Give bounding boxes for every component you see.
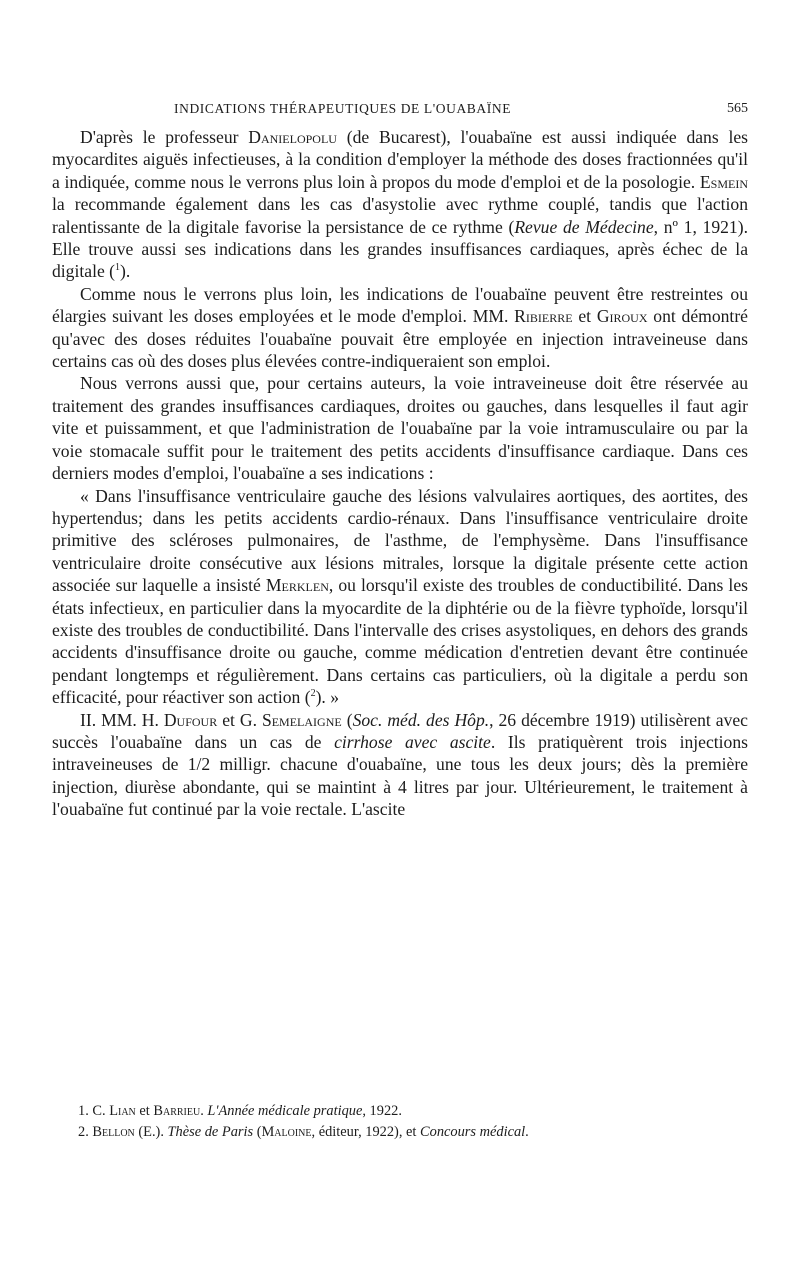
paragraph-doses xyxy=(52,283,748,373)
author-name: Barrieu xyxy=(153,1103,201,1119)
footnote-ref-2: 2 xyxy=(310,688,316,700)
page-number: 565 xyxy=(727,101,748,116)
text-run: et xyxy=(572,306,597,327)
footnote-number: 1. xyxy=(78,1103,89,1119)
author-name: Semelaigne xyxy=(261,709,342,730)
text-run: . xyxy=(200,1103,208,1119)
author-name: Esmein xyxy=(699,171,748,192)
text-run: ( xyxy=(341,709,353,730)
text-run: (E.). xyxy=(134,1124,168,1140)
paragraph-cirrhose xyxy=(52,709,748,821)
text-run: Comme nous le verrons plus loin, les indications de l'ouabaïne peuvent être restreintes ou élargies suivant les doses employées et le mode d'emploi. MM. xyxy=(52,283,748,327)
text-run: , 1922. xyxy=(362,1103,402,1119)
author-name: Merklen xyxy=(265,575,329,596)
paragraph-quotation xyxy=(52,485,748,709)
publication-title: Thèse de Paris xyxy=(167,1124,254,1140)
text-run: et G. xyxy=(217,709,262,730)
text-run: , nº 1, 1921). Elle trouve aussi ses indications dans les grandes insuffisances cardiaques, après échec de la digitale ( xyxy=(52,216,748,282)
book-page xyxy=(52,0,748,1280)
text-run: ). xyxy=(120,261,131,282)
footnotes xyxy=(52,1101,748,1143)
journal-title: Soc. méd. des Hôp. xyxy=(352,709,490,730)
text-run: . Ils pratiquèrent trois injections intraveineuses de 1/2 milligr. chacune d'ouabaïne, une tous les deux jours; dès la première injection, diurèse abondante, qui se maintint à 4 litres par jour. Ultérieurement, le traitement à l'ouabaïne fut continué par la voie rectale. L'ascite xyxy=(52,731,748,820)
text-run: C. xyxy=(88,1103,110,1119)
text-run: (de Bucarest), l'ouabaïne est aussi indiquée dans les myocardites aiguës infectieuses, à la condition d'employer la méthode des doses fractionnées qu'il a indiquée, comme nous le verrons plus loin à propos du mode d'emploi et de la posologie. xyxy=(52,127,748,192)
text-run: , 26 décembre 1919) utilisèrent avec succès l'ouabaïne dans un cas de xyxy=(52,709,748,752)
paragraph-voies: Nous verrons aussi que, pour certains auteurs, la voie intraveineuse doit être réservée au traitement des grandes insuffisances cardiaques, droites ou gauches, dans lesquelles il faut agir vite et puissamment, et que l'administration de l'ouabaïne par la voie intramusculaire ou par la voie stomacale suffit pour le traitement des petits accidents d'insuffisance cardiaque. Dans ces derniers modes d'emploi, l'ouabaïne a ses indications : xyxy=(52,373,748,484)
footnote-ref-1: 1 xyxy=(115,262,121,274)
footnote-1 xyxy=(52,1101,748,1122)
text-run: ont démontré qu'avec des doses réduites l'ouabaïne pouvait être employée en injection intraveineuse dans certains cas où des doses plus élevées contre-indiqueraient son emploi. xyxy=(52,306,748,372)
journal-title: Revue de Médecine xyxy=(514,216,654,237)
author-name: Ribierre xyxy=(514,306,573,327)
author-name: Bellon xyxy=(92,1124,135,1140)
text-run: , ou lorsqu'il existe des troubles de conductibilité. Dans les états infectieux, en particulier dans la myocardite de la diphtérie ou de la fièvre typhoïde, lorsqu'il existe des troubles de conductibilité. Dans l'intervalle des crises asystoliques, en dehors des grands accidents d'insuffisance droite ou gauche, comme médication d'entretien devant être continuée pendant longtemps et régulièrement. Dans certains cas particuliers, où la digitale a perdu son efficacité, pour réactiver son action ( xyxy=(52,575,748,708)
author-name: Giroux xyxy=(596,306,648,327)
text-run: la recommande également dans les cas d'asystolie avec rythme couplé, tandis que l'action ralentissante de la digitale favorise la persistance de ce rythme ( xyxy=(52,194,748,237)
text-run: et xyxy=(135,1103,154,1119)
text-run: , éditeur, 1922), et xyxy=(311,1124,421,1140)
text-run: ). » xyxy=(315,687,340,708)
running-head xyxy=(52,101,748,121)
text-run: « Dans l'insuffisance ventriculaire gauche des lésions valvulaires aortiques, des aortites, des hypertendus; dans les petits accidents cardio-rénaux. Dans l'insuffisance ventriculaire droite primitive des scléroses pulmonaires, de l'asthme, de l'emphysème. Dans l'insuffisance ventriculaire droite consécutive aux lésions mitrales, lorsque la digitale présente cette action associée sur laquelle a insisté xyxy=(52,485,748,596)
running-title: INDICATIONS THÉRAPEUTIQUES DE L'OUABAÏNE xyxy=(174,101,512,116)
author-name: Danielopolu xyxy=(248,127,337,147)
footnote-number: 2. xyxy=(78,1124,89,1140)
text-run: II. MM. H. xyxy=(80,709,164,730)
emphasis: cirrhose avec ascite xyxy=(334,731,491,752)
author-name: Lian xyxy=(109,1103,136,1119)
text-run: . xyxy=(525,1124,529,1140)
text-run: ( xyxy=(253,1124,262,1140)
publication-title: Concours médical xyxy=(420,1124,526,1140)
body-text xyxy=(52,126,748,821)
author-name: Dufour xyxy=(163,709,218,730)
footnote-2 xyxy=(52,1122,748,1143)
text-run: D'après le professeur xyxy=(80,127,249,147)
publisher-name: Maloine xyxy=(261,1124,312,1140)
paragraph-danielopolu xyxy=(52,126,748,283)
publication-title: L'Année médicale pratique xyxy=(207,1103,363,1119)
